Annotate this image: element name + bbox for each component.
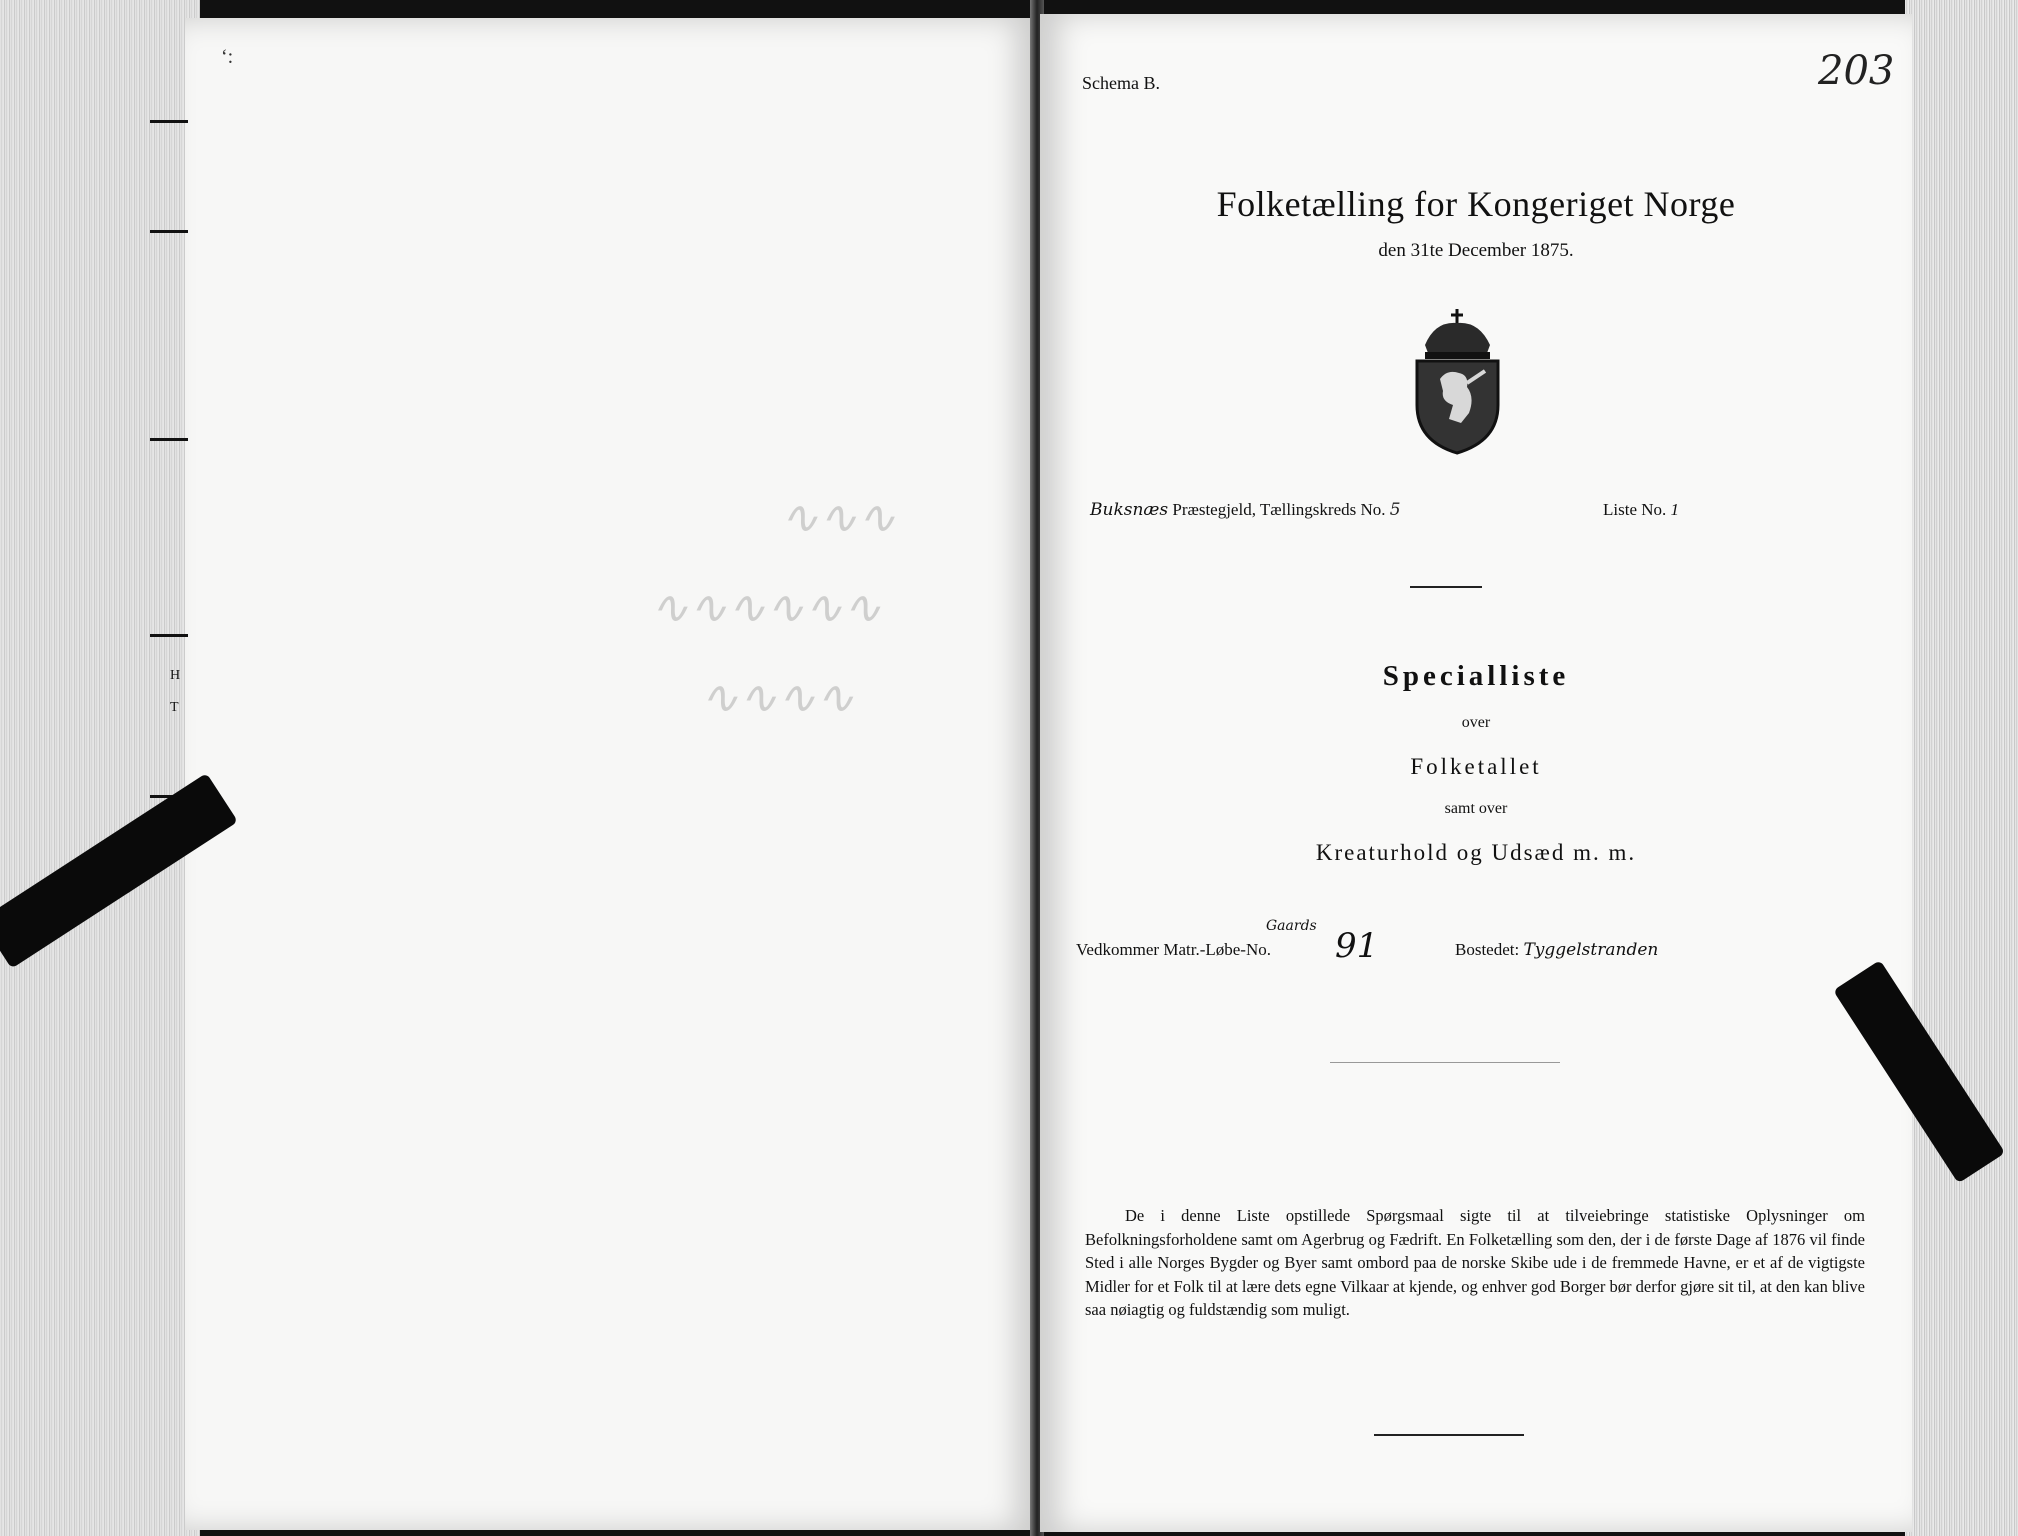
right-page-edges [1905, 0, 2018, 1536]
parish-printed-text: Præstegjeld, Tællingskreds No. [1172, 500, 1386, 519]
liste-number-handwritten: 1 [1670, 500, 1680, 519]
census-title: Folketælling for Kongeriget Norge [1216, 184, 1736, 224]
bosted-label: Bostedet: [1455, 940, 1520, 959]
edge-tab-mark [150, 230, 188, 233]
page-number: 203 [1818, 48, 1895, 94]
folketallet-text: Folketallet [1410, 754, 1542, 779]
district-number-handwritten: 5 [1389, 500, 1401, 520]
divider [1330, 1062, 1560, 1063]
census-date: den 31te December 1875. [1378, 240, 1574, 261]
matr-number-handwritten: 91 [1335, 926, 1379, 966]
parish-name-handwritten: Buksnæs [1090, 500, 1169, 520]
liste-line [1603, 500, 1679, 520]
instruction-paragraph: De i denne Liste opstillede Spørgsmaal sigte til at tilveiebringe statistiske Oplysninger om Befolkningsforholdene samt om Agerbrug og Fædrift. En Folketælling som den, der i de første Dage af 1876 vil finde Sted i alle Norges Bygder og Byer samt ombord paa de norske Skibe ude i de fremmede Havne, er et af de vigtigste Midler for et Folk til at lære dets egne Vilkaar at kjende, og enhver god Borger bør derfor gjøre sit til, at den kan blive saa nøiagtig og fuldstændig som muligt. [1085, 1206, 1865, 1319]
norway-coat-of-arms-icon [1405, 305, 1510, 455]
gaards-handwritten: Gaards [1266, 918, 1317, 934]
edge-tab-mark [150, 634, 188, 637]
left-page [185, 18, 1035, 1530]
matr-label: Vedkommer Matr.-Løbe-No. [1076, 940, 1271, 959]
schema-label: Schema B. [1082, 73, 1160, 93]
divider [1410, 586, 1482, 588]
divider [1374, 1434, 1524, 1436]
show-through-handwriting: ∿∿∿∿∿∿ [650, 580, 882, 634]
show-through-handwriting: ∿∿∿∿ [700, 670, 855, 724]
over-text: over [1461, 714, 1491, 731]
edge-tab-mark [150, 438, 188, 441]
kreaturhold-text: Kreaturhold og Udsæd m. m. [1315, 840, 1637, 865]
bosted-value-handwritten: Tyggelstranden [1523, 940, 1659, 960]
corner-mark: ʻ: [221, 46, 234, 68]
liste-printed-text: Liste No. [1603, 500, 1667, 519]
show-through-handwriting: ∿∿∿ [780, 490, 896, 544]
specialliste-heading: Specialliste [1382, 660, 1570, 692]
parish-line [1090, 500, 1401, 520]
bosted-line [1455, 940, 1658, 960]
edge-tab-mark [150, 120, 188, 123]
edge-letter: H [170, 668, 181, 683]
samt-over-text: samt over [1444, 800, 1508, 817]
edge-letter: T [170, 700, 179, 715]
